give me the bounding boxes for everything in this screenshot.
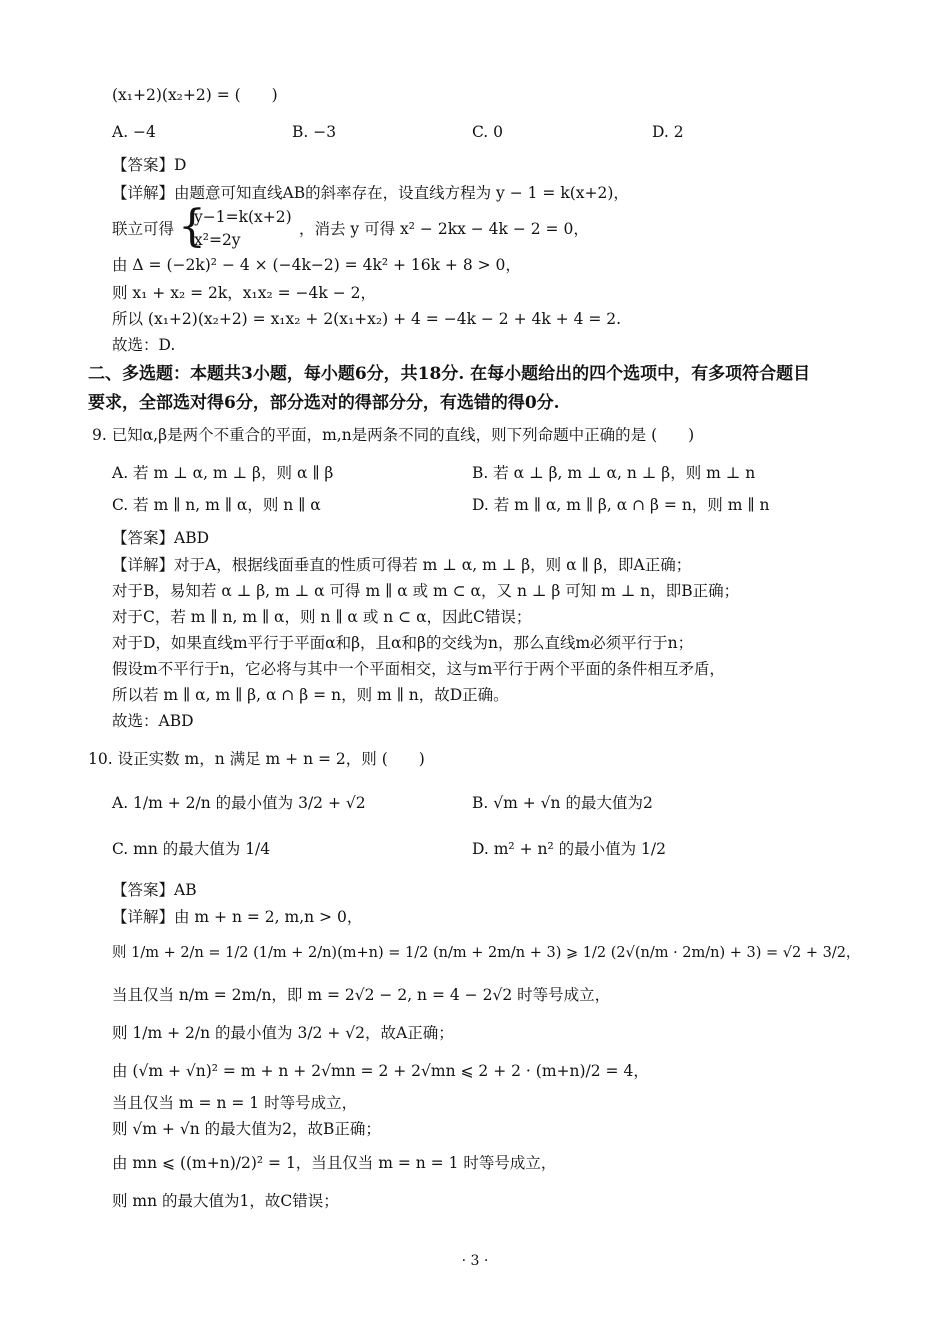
- solution-line: 则 √m + √n 的最大值为2，故B正确；: [112, 1120, 381, 1138]
- solution-line: 对于D，如果直线m平行于平面α和β，且α和β的交线为n，那么直线m必须平行于n；: [112, 634, 694, 652]
- solution-line: 则 1/m + 2/n 的最小值为 3/2 + √2，故A正确；: [112, 1024, 454, 1042]
- section-heading: 二、多选题：本题共3小题，每小题6分，共18分. 在每小题给出的四个选项中，有多项符合题目: [88, 364, 811, 384]
- solution-line: 所以若 m ∥ α, m ∥ β, α ∩ β = n，则 m ∥ n，故D正确。: [112, 686, 509, 704]
- solution-line: 对于C，若 m ∥ n, m ∥ α，则 n ∥ α 或 n ⊂ α，因此C错误；: [112, 608, 532, 626]
- option-c: C. 若 m ∥ n, m ∥ α，则 n ∥ α: [112, 496, 321, 514]
- solution-line: 由 mn ⩽ ((m+n)/2)² = 1，当且仅当 m = n = 1 时等号成立，: [112, 1154, 557, 1172]
- question-10-stem: 10. 设正实数 m，n 满足 m + n = 2，则 ( ): [88, 750, 425, 768]
- solution-line: 由 (√m + √n)² = m + n + 2√mn = 2 + 2√mn ⩽ 2 + 2 · (m+n)/2 = 4，: [112, 1062, 649, 1080]
- option-d: D. 若 m ∥ α, m ∥ β, α ∩ β = n，则 m ∥ n: [472, 496, 770, 514]
- solution-line: 【详解】由 m + n = 2, m,n > 0，: [112, 908, 363, 926]
- solution-line: 联立可得: [112, 220, 175, 238]
- solution-line: 当且仅当 m = n = 1 时等号成立，: [112, 1094, 358, 1112]
- equation-system-brace: {: [178, 201, 206, 252]
- option-a: A. 若 m ⊥ α, m ⊥ β，则 α ∥ β: [112, 464, 334, 482]
- solution-line: 所以 (x₁+2)(x₂+2) = x₁x₂ + 2(x₁+x₂) + 4 = −4k − 2 + 4k + 4 = 2.: [112, 310, 622, 328]
- page-number: · 3 ·: [461, 1253, 489, 1269]
- option-d: D. m² + n² 的最小值为 1/2: [472, 840, 666, 858]
- answer-line: 【答案】AB: [112, 881, 197, 899]
- option-b: B. √m + √n 的最大值为2: [472, 794, 653, 812]
- conclusion-line: 故选：ABD: [112, 712, 194, 730]
- solution-line: 对于B，易知若 α ⊥ β, m ⊥ α 可得 m ∥ α 或 m ⊂ α，又 n ⊥ β 可知 m ⊥ n，即B正确；: [112, 582, 740, 600]
- answer-line: 【答案】D: [112, 156, 187, 174]
- option-b: B. 若 α ⊥ β, m ⊥ α, n ⊥ β，则 m ⊥ n: [472, 464, 756, 482]
- system-equation-1: y−1=k(x+2): [194, 208, 292, 226]
- question-9-stem: 9. 已知α,β是两个不重合的平面，m,n是两条不同的直线，则下列命题中正确的是 ( ): [92, 426, 695, 444]
- option-a: A. −4: [112, 123, 156, 141]
- answer-line: 【答案】ABD: [112, 529, 210, 547]
- option-d: D. 2: [652, 123, 684, 141]
- option-a: A. 1/m + 2/n 的最小值为 3/2 + √2: [112, 794, 366, 812]
- solution-line: 由 Δ = (−2k)² − 4 × (−4k−2) = 4k² + 16k + 8 > 0，: [112, 256, 521, 274]
- solution-line: 当且仅当 n/m = 2m/n，即 m = 2√2 − 2, n = 4 − 2√2 时等号成立，: [112, 986, 611, 1004]
- question-8-expression: (x₁+2)(x₂+2) = ( ): [112, 86, 278, 104]
- solution-line: 【详解】由题意可知直线AB的斜率存在，设直线方程为 y − 1 = k(x+2)，: [112, 184, 629, 202]
- solution-line: 则 x₁ + x₂ = 2k，x₁x₂ = −4k − 2，: [112, 284, 376, 302]
- solution-line: 则 1/m + 2/n = 1/2 (1/m + 2/n)(m+n) = 1/2 (n/m + 2m/n + 3) ⩾ 1/2 (2√(n/m · 2m/n) + 3) = √2 + 3/2，: [112, 945, 861, 961]
- system-equation-2: x²=2y: [194, 231, 241, 249]
- option-c: C. 0: [472, 123, 504, 141]
- conclusion-line: 故选：D.: [112, 336, 176, 354]
- solution-line: ，消去 y 可得 x² − 2kx − 4k − 2 = 0，: [299, 220, 589, 238]
- solution-line: 则 mn 的最大值为1，故C错误；: [112, 1192, 339, 1210]
- section-heading: 要求，全部选对得6分，部分选对的得部分分，有选错的得0分.: [88, 393, 560, 413]
- solution-line: 假设m不平行于n，它必将与其中一个平面相交，这与m平行于两个平面的条件相互矛盾，: [112, 660, 725, 678]
- solution-line: 【详解】对于A，根据线面垂直的性质可得若 m ⊥ α, m ⊥ β，则 α ∥ β，即A正确；: [112, 556, 692, 574]
- option-c: C. mn 的最大值为 1/4: [112, 840, 271, 858]
- option-b: B. −3: [292, 123, 337, 141]
